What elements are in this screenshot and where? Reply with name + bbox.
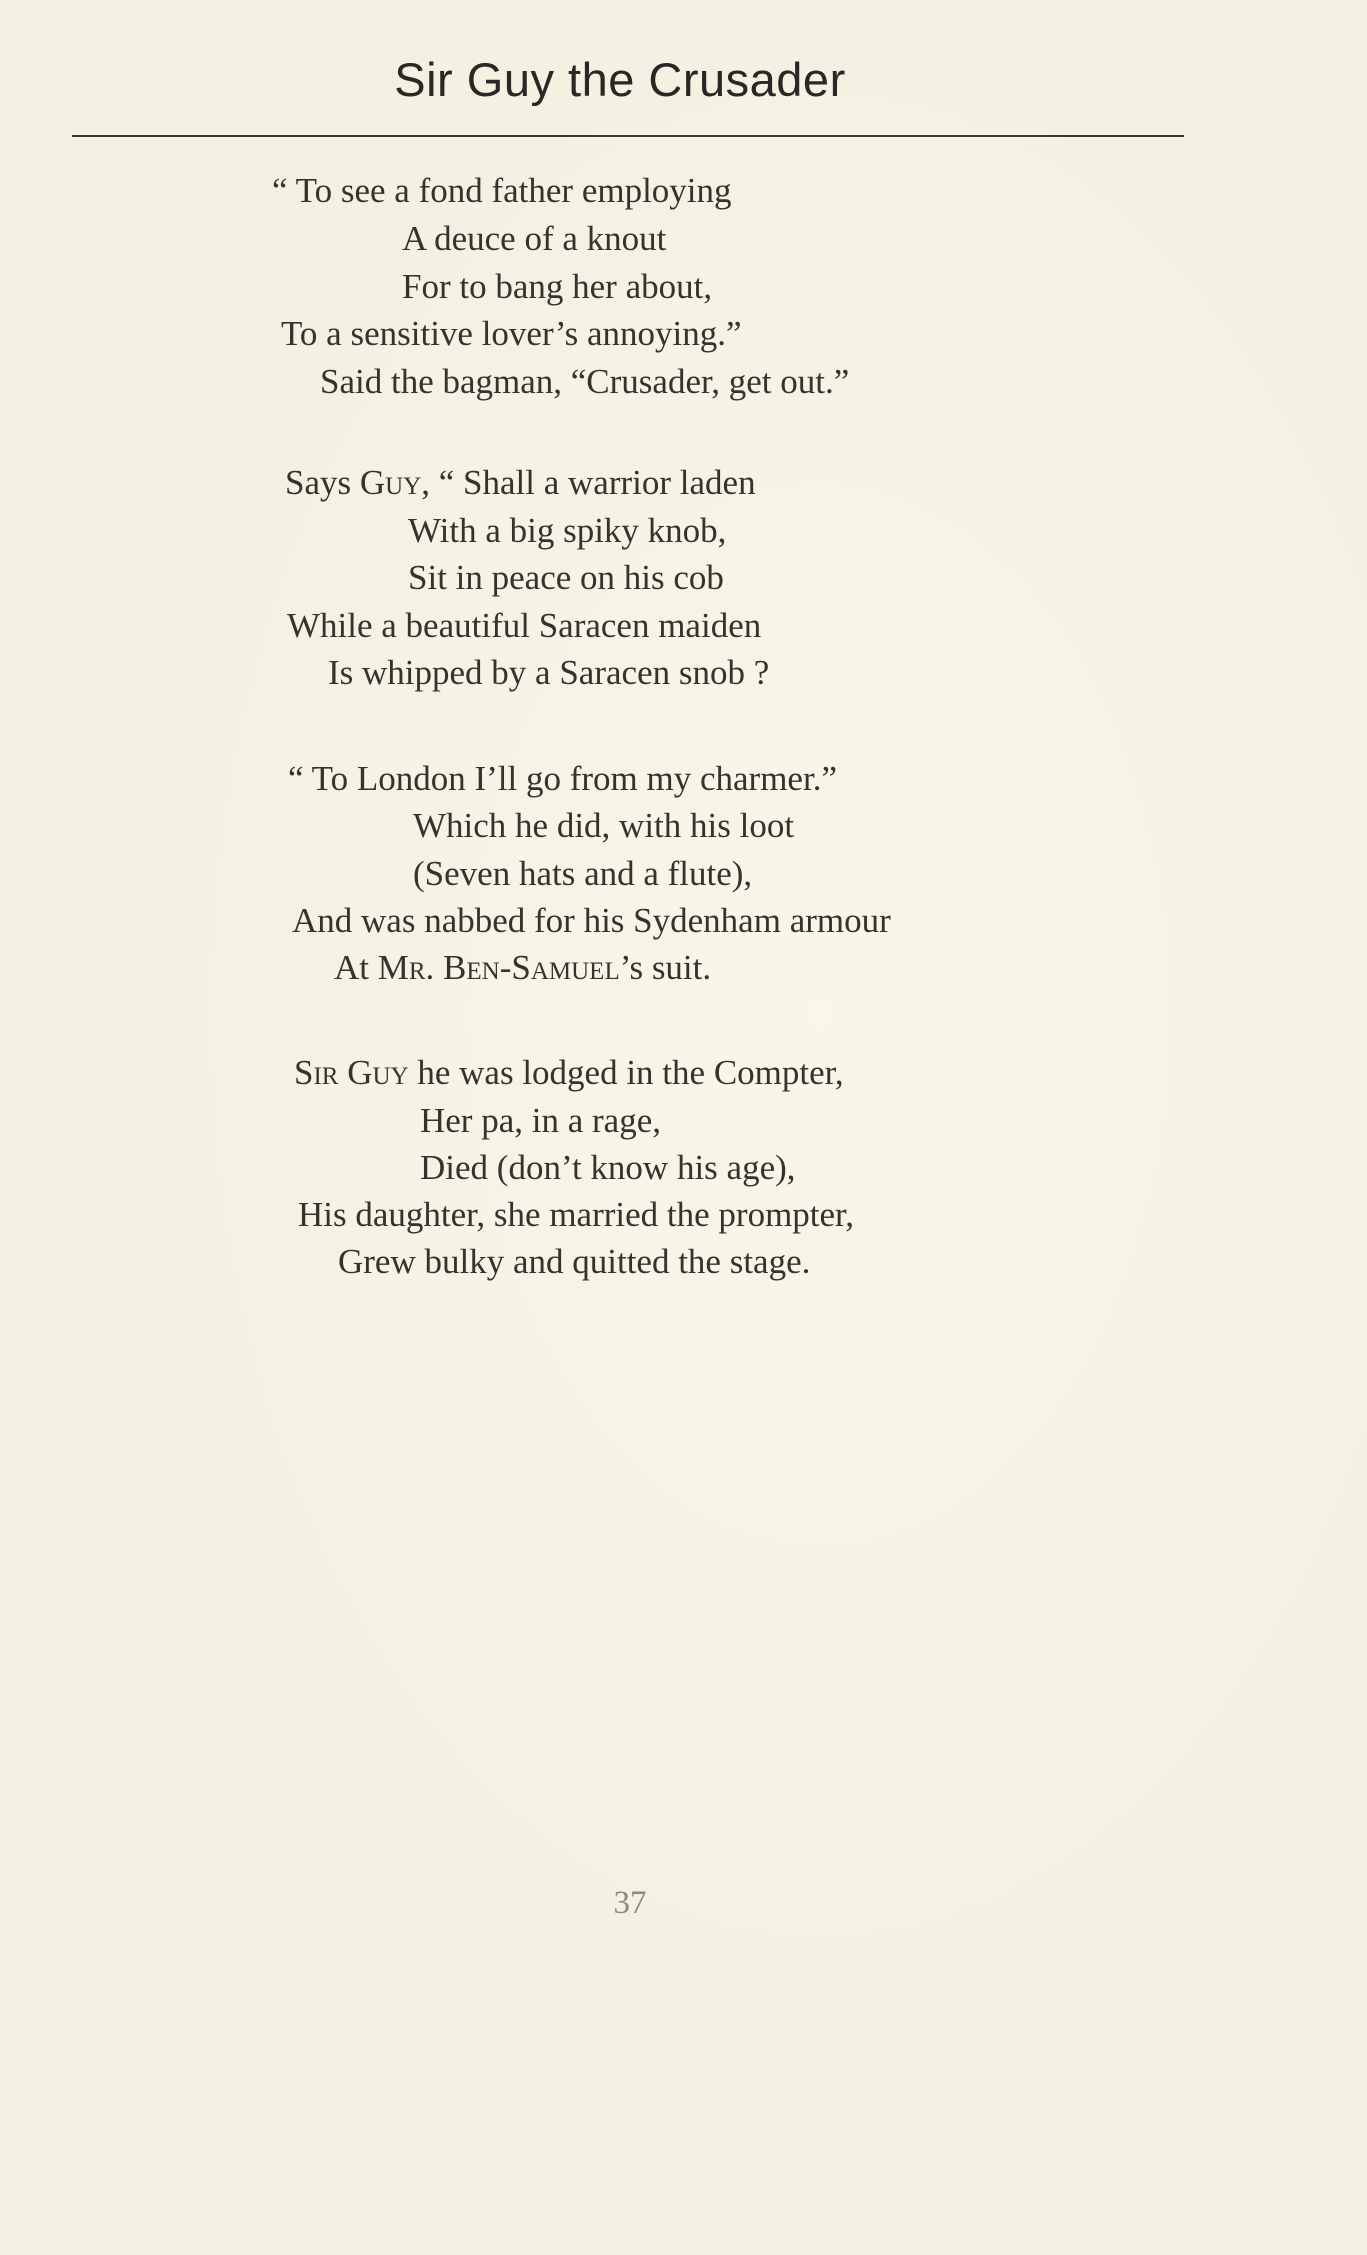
verse-line: “ To see a fond father employing [272,171,732,210]
verse-line: (Seven hats and a flute), [413,854,753,893]
running-title: Sir Guy the Crusader [394,53,846,106]
verse-line: Died (don’t know his age), [420,1148,796,1187]
name-mr: Mr. [377,948,435,987]
verse-line: Which he did, with his loot [413,806,795,845]
verse-line: At Mr. Ben-Samuel’s suit. [334,948,712,987]
verse-line: For to bang her about, [402,267,713,306]
verse-line: His daughter, she married the prompter, [298,1195,855,1234]
verse-line: Said the bagman, “Crusader, get out.” [320,362,850,401]
verse-line: To a sensitive lover’s annoying.” [281,314,742,353]
verse-line: Is whipped by a Saracen snob ? [328,653,770,692]
verse-line: Says Guy, “ Shall a warrior laden [285,463,756,502]
verse-line: Sir Guy he was lodged in the Compter, [294,1053,844,1092]
verse-line: Her pa, in a rage, [420,1101,661,1140]
verse-line: “ To London I’ll go from my charmer.” [288,759,837,798]
verse-line: While a beautiful Saracen maiden [287,606,762,645]
name-ben-samuel: Ben-Samuel [443,948,620,987]
verse-line: Sit in peace on his cob [408,558,724,597]
name-sir-guy: Sir Guy [294,1053,409,1092]
name-guy: Guy [359,463,422,502]
verse-line: And was nabbed for his Sydenham armour [292,901,891,940]
verse-line: A deuce of a knout [402,219,667,258]
verse-line: With a big spiky knob, [408,511,727,550]
page-number: 37 [613,1885,647,1921]
verse-line: Grew bulky and quitted the stage. [338,1242,811,1281]
header-rule [72,135,1184,137]
